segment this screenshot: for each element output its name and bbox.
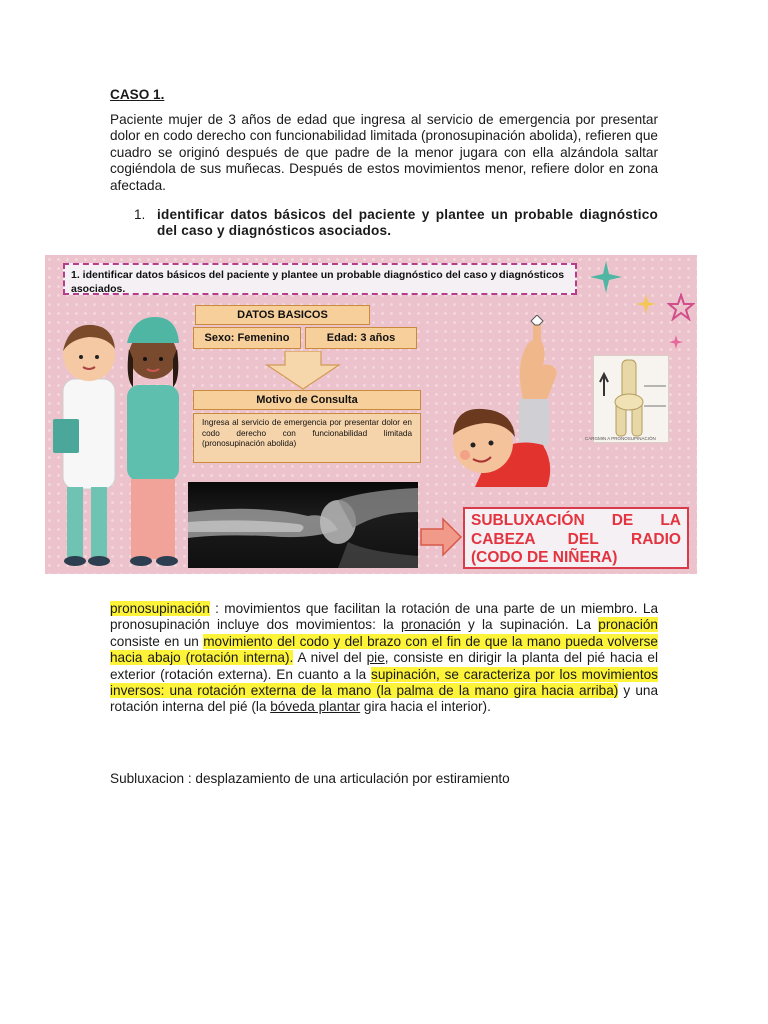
definition-text: y una rotación interna del pié (la — [110, 683, 659, 715]
highlight-phrase: movimiento del codo y del brazo con el fin de que la mano pueda volverse hacia abajo (rotación interna). — [110, 633, 658, 666]
highlight-term: pronación — [598, 617, 658, 633]
highlight-phrase: supinación, se caracteriza por los movimientos inversos: una rotación externa de la mano (la palma de la mano gira hacia arriba) — [110, 666, 658, 699]
pronosupinacion-definition — [110, 601, 658, 716]
diagnosis-line-3: (CODO DE NIÑERA) — [471, 549, 618, 566]
definition-text: consiste en un — [110, 633, 204, 649]
case-description: Paciente mujer de 3 años de edad que ingresa al servicio de emergencia por presentar dolor en codo derecho con funcionabilidad limitada (pronosupinación abolida), refieren que cuadro se originó después de que padre de la menor jugara con ella alzándola saltar cogiéndola de sus muñecas. Después de estos movimientos menor, refiere dolor en zona afectada. — [110, 112, 658, 193]
subluxacion-definition: Subluxacion : desplazamiento de una articulación por estiramiento — [110, 771, 510, 786]
definition-text: gira hacia el interior). — [360, 699, 491, 715]
case-title: CASO 1. — [110, 87, 165, 102]
highlight-term: pronosupinación — [110, 601, 210, 616]
case-infographic — [45, 255, 697, 574]
star-decoration-icon — [588, 259, 624, 295]
definition-text: A nivel del — [293, 650, 367, 666]
star-outline-icon — [667, 293, 695, 321]
question-body: identificar datos básicos del paciente y plantee un probable diagnóstico del caso y diagnósticos asociados — [157, 207, 658, 239]
datos-basicos-header: DATOS BASICOS — [195, 305, 370, 325]
link-pronacion[interactable]: pronación — [400, 617, 461, 633]
down-arrow-icon — [263, 351, 343, 391]
right-arrow-icon — [419, 517, 463, 557]
diagnosis-line-1: SUBLUXACIÓN DE LA — [471, 512, 681, 529]
elbow-bone-diagram — [593, 355, 669, 443]
elbow-xray-image — [188, 482, 418, 568]
link-pie[interactable]: pie — [366, 650, 385, 666]
question-number: 1. — [134, 207, 146, 222]
diagnosis-line-2: CABEZA DEL RADIO — [471, 530, 681, 548]
question-text — [157, 207, 658, 240]
link-boveda-plantar[interactable]: bóveda plantar — [270, 699, 361, 715]
sexo-field: Sexo: Femenino — [193, 327, 301, 349]
diagnosis-box — [463, 507, 689, 569]
question-end: . — [387, 223, 392, 239]
bone-diagram-caption: CARGMIN A PRONOSUPINACIÓN — [585, 436, 656, 441]
definition-text: y la supinación. La — [460, 617, 599, 633]
definition-text: , consiste en dirigir la planta del pié hacia el exterior (rotación externa). En cuanto a la — [110, 650, 658, 682]
infographic-title: 1. identificar datos básicos del paciente y plantee un probable diagnóstico del caso y diagnósticos asociados. — [63, 263, 577, 295]
sparkle-icon — [669, 335, 683, 349]
sparkle-icon — [635, 293, 657, 315]
child-arm-illustration — [435, 315, 565, 491]
motivo-consulta-text: Ingresa al servicio de emergencia por presentar dolor en codo derecho con funcionabilidad limitada (pronosupinación abolida) — [193, 413, 421, 463]
doctor-nurse-illustration — [49, 309, 189, 571]
motivo-consulta-header: Motivo de Consulta — [193, 390, 421, 410]
definition-text: : movimientos que facilitan la rotación de una parte de un miembro. La pronosupinación incluye dos movimientos: la — [110, 601, 658, 633]
edad-field: Edad: 3 años — [305, 327, 417, 349]
